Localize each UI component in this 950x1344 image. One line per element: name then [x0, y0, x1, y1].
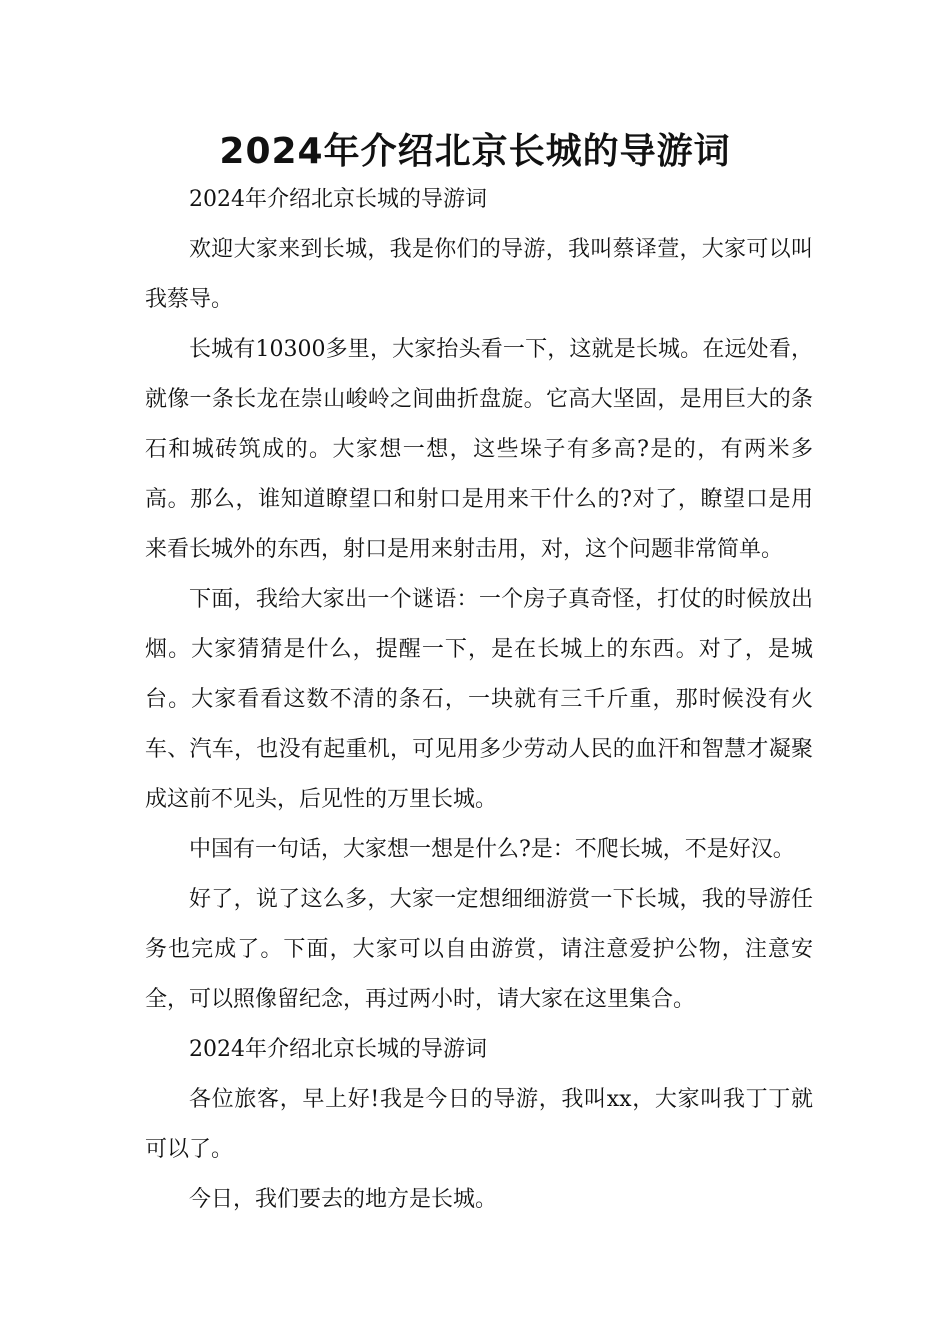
paragraph-destination: 今日，我们要去的地方是长城。	[189, 1187, 498, 1212]
paragraph-welcome: 欢迎大家来到长城，我是你们的导游，我叫蔡译萱，大家可以叫我蔡导。	[145, 237, 813, 312]
paragraph-greeting: 各位旅客，早上好!我是今日的导游，我叫xx，大家叫我丁丁就可以了。	[145, 1087, 813, 1162]
paragraph-subtitle-1: 2024年介绍北京长城的导游词	[189, 187, 487, 212]
document-title: 2024年介绍北京长城的导游词	[219, 131, 731, 172]
paragraph-subtitle-2: 2024年介绍北京长城的导游词	[189, 1037, 487, 1062]
paragraph-great-wall-length: 长城有10300多里，大家抬头看一下，这就是长城。在远处看，就像一条长龙在崇山峻岭之间曲折盘旋。它高大坚固，是用巨大的条石和城砖筑成的。大家想一想，这些垛子有多高?是的，有两米多高。那么，谁知道瞭望口和射口是用来干什么的?对了，瞭望口是用来看长城外的东西，射口是用来射击用，对，这个问题非常简单。	[145, 337, 813, 562]
paragraph-free-tour: 好了，说了这么多，大家一定想细细游赏一下长城，我的导游任务也完成了。下面，大家可以自由游赏，请注意爱护公物，注意安全，可以照像留纪念，再过两小时，请大家在这里集合。	[145, 887, 813, 1012]
document-body	[145, 175, 813, 1225]
paragraph-riddle: 下面，我给大家出一个谜语：一个房子真奇怪，打仗的时候放出烟。大家猜猜是什么，提醒一下，是在长城上的东西。对了，是城台。大家看看这数不清的条石，一块就有三千斤重，那时候没有火车、汽车，也没有起重机，可见用多少劳动人民的血汗和智慧才凝聚成这前不见头，后见性的万里长城。	[145, 587, 813, 812]
paragraph-saying: 中国有一句话，大家想一想是什么?是：不爬长城，不是好汉。	[189, 837, 795, 862]
